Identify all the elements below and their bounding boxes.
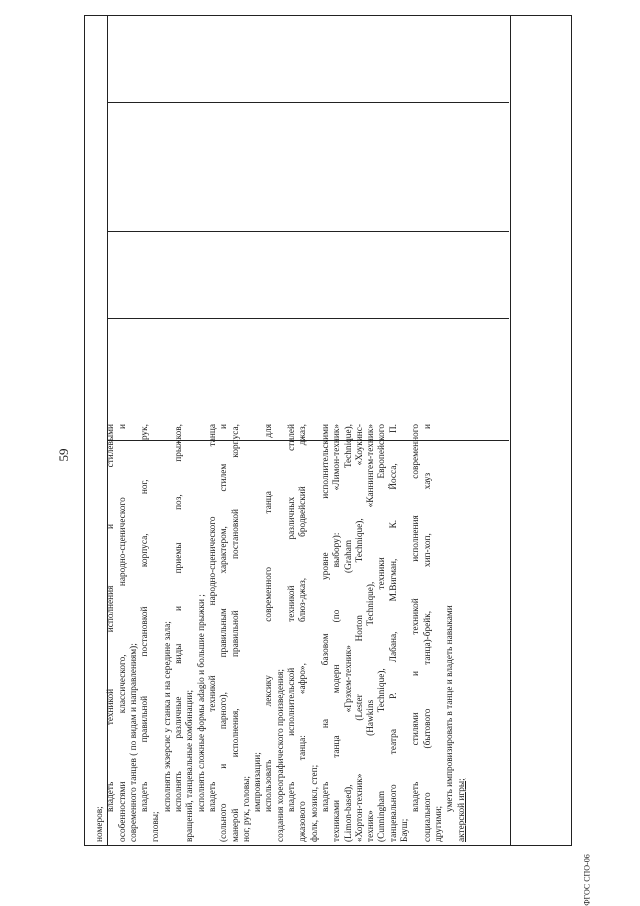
text-line: Бауш;	[400, 818, 411, 842]
text-line: (Cunningham Technique), техники Европейского	[377, 424, 388, 842]
text-line: джазового танца: «афро», блюз-джаз, бродвейский джаз,	[298, 424, 309, 842]
text-line: (Limon-based), «Грэхем-техник» (Graham Technique),	[343, 424, 354, 842]
text-line: актерской игры;	[456, 778, 467, 842]
text-line: владеть правильной постановкой корпуса, ног, рук,	[140, 424, 151, 812]
text-line: современного танцев ( по видам и направлениям);	[128, 643, 139, 842]
text-line: техник» (Hawkins Technique), «Каннингем-техник»	[366, 424, 377, 842]
row-divider	[107, 231, 509, 232]
text-line: исполнять различные виды и приемы поз, прыжков,	[174, 424, 185, 812]
text-line: вращений, танцевальные комбинации;	[185, 689, 196, 842]
text-line: социального (бытового танца)-брейк, хип-хоп, хауз и	[422, 424, 433, 842]
column-divider	[510, 16, 511, 845]
text-line: танцевального театра Р. Лабана, М.Вигман, К. Йосса, П.	[388, 424, 399, 842]
text-line: манерой исполнения, правильной постановкой корпуса,	[230, 424, 241, 842]
text-line: особенностями классического, народно-сценического и	[117, 424, 128, 842]
text-line: владеть техникой народно-сценического танца	[207, 424, 218, 812]
text-line: «Хортон-техник» (Lester Horton Technique), «Хоукинс-	[354, 424, 365, 842]
text-line: ног, рук, головы;	[241, 776, 252, 842]
page-number: 59	[56, 448, 71, 462]
row-divider	[107, 318, 509, 319]
text-line: владеть техникой исполнения и стилевыми	[106, 424, 117, 812]
text-line: владеть исполнительской техникой различных стилей	[287, 424, 298, 812]
text-line: номеров;	[95, 806, 105, 842]
row-divider	[107, 102, 509, 103]
text-line: владеть стилями и техникой исполнения современного	[411, 424, 422, 812]
text-line: уметь импровизировать в танце и владеть навыками	[445, 605, 456, 812]
text-line: техниками танца модерн (по выбору): «Лимон-техник»	[332, 424, 343, 842]
text-line: головы;	[151, 811, 162, 842]
text-line: владеть на базовом уровне исполнительскими	[320, 424, 331, 812]
text-line: использовать лексику современного танца для	[264, 424, 275, 812]
footer-code: ФГОС СПО-06	[582, 854, 592, 906]
text-line: создания хореографического произведения;	[275, 669, 286, 842]
text-line: импровизации;	[253, 752, 264, 812]
text-line: исполнять экзерсис у станка и на середине зала;	[162, 621, 173, 812]
text-line: исполнять сложные формы adagio и большие прыжки ;	[196, 594, 207, 812]
text-line: другими;	[433, 805, 444, 842]
text-line: (сольного и парного), правильным характером, стилем и	[219, 424, 230, 842]
competency-text-block	[95, 424, 468, 842]
text-line: фолк, мозикл, степ;	[309, 764, 320, 842]
